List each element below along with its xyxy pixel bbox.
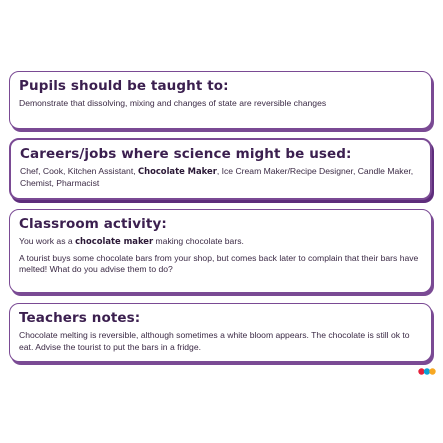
careers-title: Careers/jobs where science might be used: (20, 146, 352, 162)
pupils-taught-card (9, 71, 432, 129)
teachers-notes-body: Chocolate melting is reversible, although sometimes a white bloom appears. The chocolate is still ok to eat. Advise the tourist to put the bars in a fridge. (19, 330, 410, 352)
activity-intro-after: making chocolate bars. (153, 236, 244, 246)
pupils-taught-body: Demonstrate that dissolving, mixing and changes of state are reversible changes (19, 98, 327, 108)
activity-intro-before: You work as a (19, 236, 76, 246)
stem-logo-icon (418, 367, 436, 376)
careers-highlight: Chocolate Maker (137, 166, 217, 176)
careers-body (20, 166, 421, 189)
logo-dot-red (418, 368, 424, 374)
logo-dot-orange (429, 368, 435, 374)
careers-text-before: Chef, Cook, Kitchen Assistant, (20, 166, 138, 176)
teachers-notes-card (9, 303, 432, 362)
activity-role: chocolate maker (75, 236, 154, 246)
classroom-activity-card (9, 209, 432, 293)
activity-intro (19, 236, 422, 248)
careers-card (9, 138, 432, 200)
classroom-activity-title: Classroom activity: (19, 216, 167, 232)
careers-text-after: , Ice Cream Maker/Recipe Designer, Candle Maker, Chemist, Pharmacist (20, 166, 414, 188)
activity-scenario: A tourist buys some chocolate bars from your shop, but comes back later to complain that their bars have melted! What do you advise them to do? (19, 252, 419, 274)
pupils-taught-title: Pupils should be taught to: (19, 78, 229, 94)
teachers-notes-title: Teachers notes: (19, 310, 141, 326)
logo-dot-blue (424, 368, 430, 374)
